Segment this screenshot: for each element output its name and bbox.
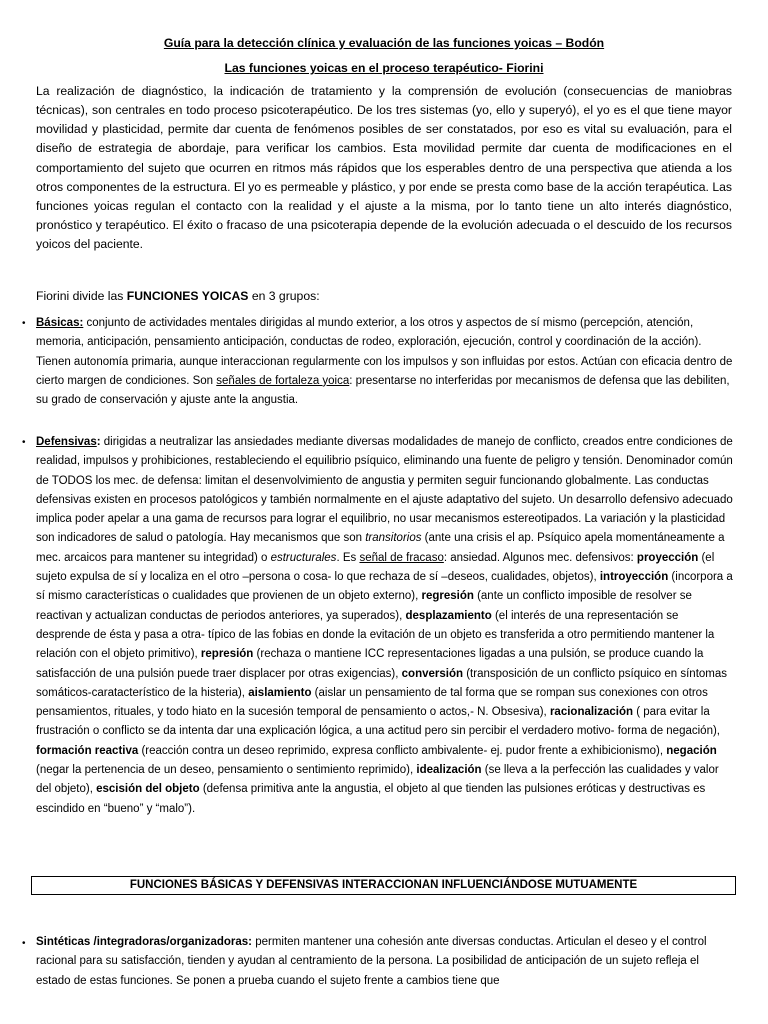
boxed-statement: FUNCIONES BÁSICAS Y DEFENSIVAS INTERACCIONAN INFLUENCIÁNDOSE MUTUAMENTE xyxy=(31,876,736,895)
mechanism-term: desplazamiento xyxy=(405,609,492,622)
mechanism-term: introyección xyxy=(599,571,669,584)
term-defensivas-colon: : xyxy=(96,436,101,448)
mechanism-description: (transposición de un conflicto psíquico en síntomas somáticos-caratacterístico de la histeria), xyxy=(36,667,728,699)
defensivas-text-4: : ansiedad. Algunos mec. defensivos: xyxy=(443,551,637,564)
mechanism-description: (negar la pertenencia de un deseo, pensamiento o sentimiento reprimido), xyxy=(36,764,417,777)
mechanism-term: idealización xyxy=(416,764,482,777)
list-item-basicas xyxy=(36,314,734,410)
mechanism-term: represión xyxy=(200,648,254,661)
list-item-sinteticas xyxy=(36,933,734,991)
mechanism-description: (rechaza o mantiene ICC representaciones ligadas a una pulsión, se produce cuando la satisfacción de una pulsión puede traer displacer por otras exigencias), xyxy=(36,648,704,680)
lead-text-bold: FUNCIONES YOICAS xyxy=(126,289,249,303)
mechanism-description: (el interés de una representación se desprende de ésta y pasa a otra- típico de las fobias en donde la evitación de un objeto es transferida a otro permitiendo mantener la relación con el objeto primitivo), xyxy=(36,609,715,661)
lead-text-pre: Fiorini divide las xyxy=(36,289,127,303)
bullet-icon: • xyxy=(22,437,26,448)
defensivas-estructurales: estructurales xyxy=(270,551,337,564)
mechanism-description: (aislar un pensamiento de tal forma que se rompan sus conexiones con otros pensamientos, rituales, y todo hiato en la sucesión temporal de pensamiento o actos,- N. Obsesiva), xyxy=(36,686,708,719)
sinteticas-text: permiten mantener una cohesión ante diversas conductas. Articulan el deseo y el control racional para su satisfacción, tienden y ayudan al centramiento de la persona. La posibilidad de anticipación de un sujeto refleja el estado de estas funciones. Se ponen a prueba cuando el sujeto frente a cambios tiene que xyxy=(36,936,707,987)
list-item-defensivas xyxy=(36,433,734,819)
mechanism-term: escisión del objeto xyxy=(96,783,200,796)
term-defensivas: Defensivas xyxy=(36,436,97,448)
defensivas-transitorios: transitorios xyxy=(365,532,422,545)
mechanism-description: (el sujeto expulsa de sí y localiza en el otro –persona o cosa- lo que rechaza de sí –deseos, cualidades, objetos), xyxy=(36,551,715,584)
bullet-icon: • xyxy=(22,318,26,329)
bullet-icon: • xyxy=(22,938,26,949)
mechanism-term: racionalización xyxy=(549,706,634,719)
mechanism-term: regresión xyxy=(421,590,474,603)
mechanism-term: conversión xyxy=(401,667,464,680)
mechanism-description: (se lleva a la perfección las cualidades y valor del objeto), xyxy=(36,764,719,796)
basicas-text: conjunto de actividades mentales dirigidas al mundo exterior, a los otros y aspectos de sí mismo (percepción, atención, memoria, anticipación, pensamiento anticipación, conductas de rodeo, exploración, ejecución, control y coordinación de la acción). Tienen autonomía primaria, aunque interaccionan regularmente con los impulsos y son influidas por estos. Actúan con eficacia dentro de cierto margen de condiciones. Son xyxy=(36,317,733,387)
term-sinteticas: Sintéticas /integradoras/organizadoras: xyxy=(36,936,253,948)
groups-lead-sentence xyxy=(36,289,320,303)
term-basicas: Básicas: xyxy=(36,317,84,329)
mechanism-description: (defensa primitiva ante la angustia, el objeto al que tienden las pulsiones eróticas y destructivas es escindido en “bueno” y “malo”). xyxy=(36,783,706,815)
mechanism-description: (reacción contra un deseo reprimido, expresa conflicto ambivalente- ej. pudor frente a exhibicionismo), xyxy=(138,744,667,757)
defensivas-text-2: (ante una crisis el ap. Psíquico apela momentáneamente a mec. arcaicos para mantener su integridad) o xyxy=(36,532,725,564)
mechanism-description: (ante un conflicto imposible de resolver se reactivan y actualizan conductas de periodos anteriores, ya superados), xyxy=(36,590,692,622)
intro-paragraph: La realización de diagnóstico, la indicación de tratamiento y la comprensión de evolución (consecuencias de maniobras técnicas), son centrales en todo proceso psicoterapéutico. De los tres sistemas (yo, ello y superyó), el yo es el que tiene mayor movilidad y plasticidad, permite dar cuenta de fenómenos posibles de ser constatados, por eso es vital su evaluación, para el diseño de estrategia de abordaje, para verificar los cambios. Esta movilidad permite dar cuenta de modificaciones en el comportamiento del sujeto que ocurren en ritmos más rápidos que los esperables dentro de una perspectiva que atienda a los otros componentes de la estructura. El yo es permeable y plástico, y por ende se presta como base de la acción terapéutica. Las funciones yoicas regulan el contacto con la realidad y el ajuste a la misma, por lo tanto tiene un alto interés diagnóstico, pronóstico y terapéutico. El éxito o fracaso de una psicoterapia depende de la evolución adecuada o el descuido de los recursos yoicos del paciente. xyxy=(36,84,732,252)
lead-text-post: en 3 grupos: xyxy=(248,289,320,303)
basicas-tail: : presentarse no interferidas por mecanismos de defensa que las debiliten, su grado de conservación y ajuste ante la angustia. xyxy=(36,374,730,407)
section-subtitle: Las funciones yoicas en el proceso terapéutico- Fiorini xyxy=(224,61,544,75)
defensivas-text-1: dirigidas a neutralizar las ansiedades mediante diversas modalidades de manejo de conflicto, creados entre condiciones de realidad, impulsos y prohibiciones, restableciendo el equilibrio psíquico, eliminando una fuente de peligro y tensión. Denominador común de TODOS los mec. de defensa: limitan el desenvolvimiento de angustia y permiten seguir funcionando globalmente. Las conductas defensivas existen en procesos patológicos y también normalmente en el ajuste adaptativo del sujeto. Un desarrollo defensivo adecuado implica poder apelar a una gama de recursos para lograr el equilibrio, no usar mecanismos estereotipados. La variación y la plasticidad son indicadores de salud o patología. Hay mecanismos que son xyxy=(36,436,733,545)
document-title: Guía para la detección clínica y evaluación de las funciones yoicas – Bodón xyxy=(163,36,605,50)
defensivas-signal: señal de fracaso xyxy=(359,551,444,564)
mechanism-description: ( para evitar la frustración o conflicto se da intenta dar una explicación lógica, a una actitud pero sin percibir el verdadero motivo- forma de negación), xyxy=(36,706,720,738)
defensivas-text-3: . Es xyxy=(336,551,360,564)
mechanism-term: proyección xyxy=(636,551,699,564)
mechanism-term: negación xyxy=(666,744,717,757)
mechanism-description: (incorpora a sí mismo características o cualidades que provienen de un objeto externo), xyxy=(36,571,733,603)
basicas-signal: señales de fortaleza yoica xyxy=(216,374,350,387)
mechanism-term: formación reactiva xyxy=(36,744,139,757)
mechanism-term: aislamiento xyxy=(248,686,312,699)
